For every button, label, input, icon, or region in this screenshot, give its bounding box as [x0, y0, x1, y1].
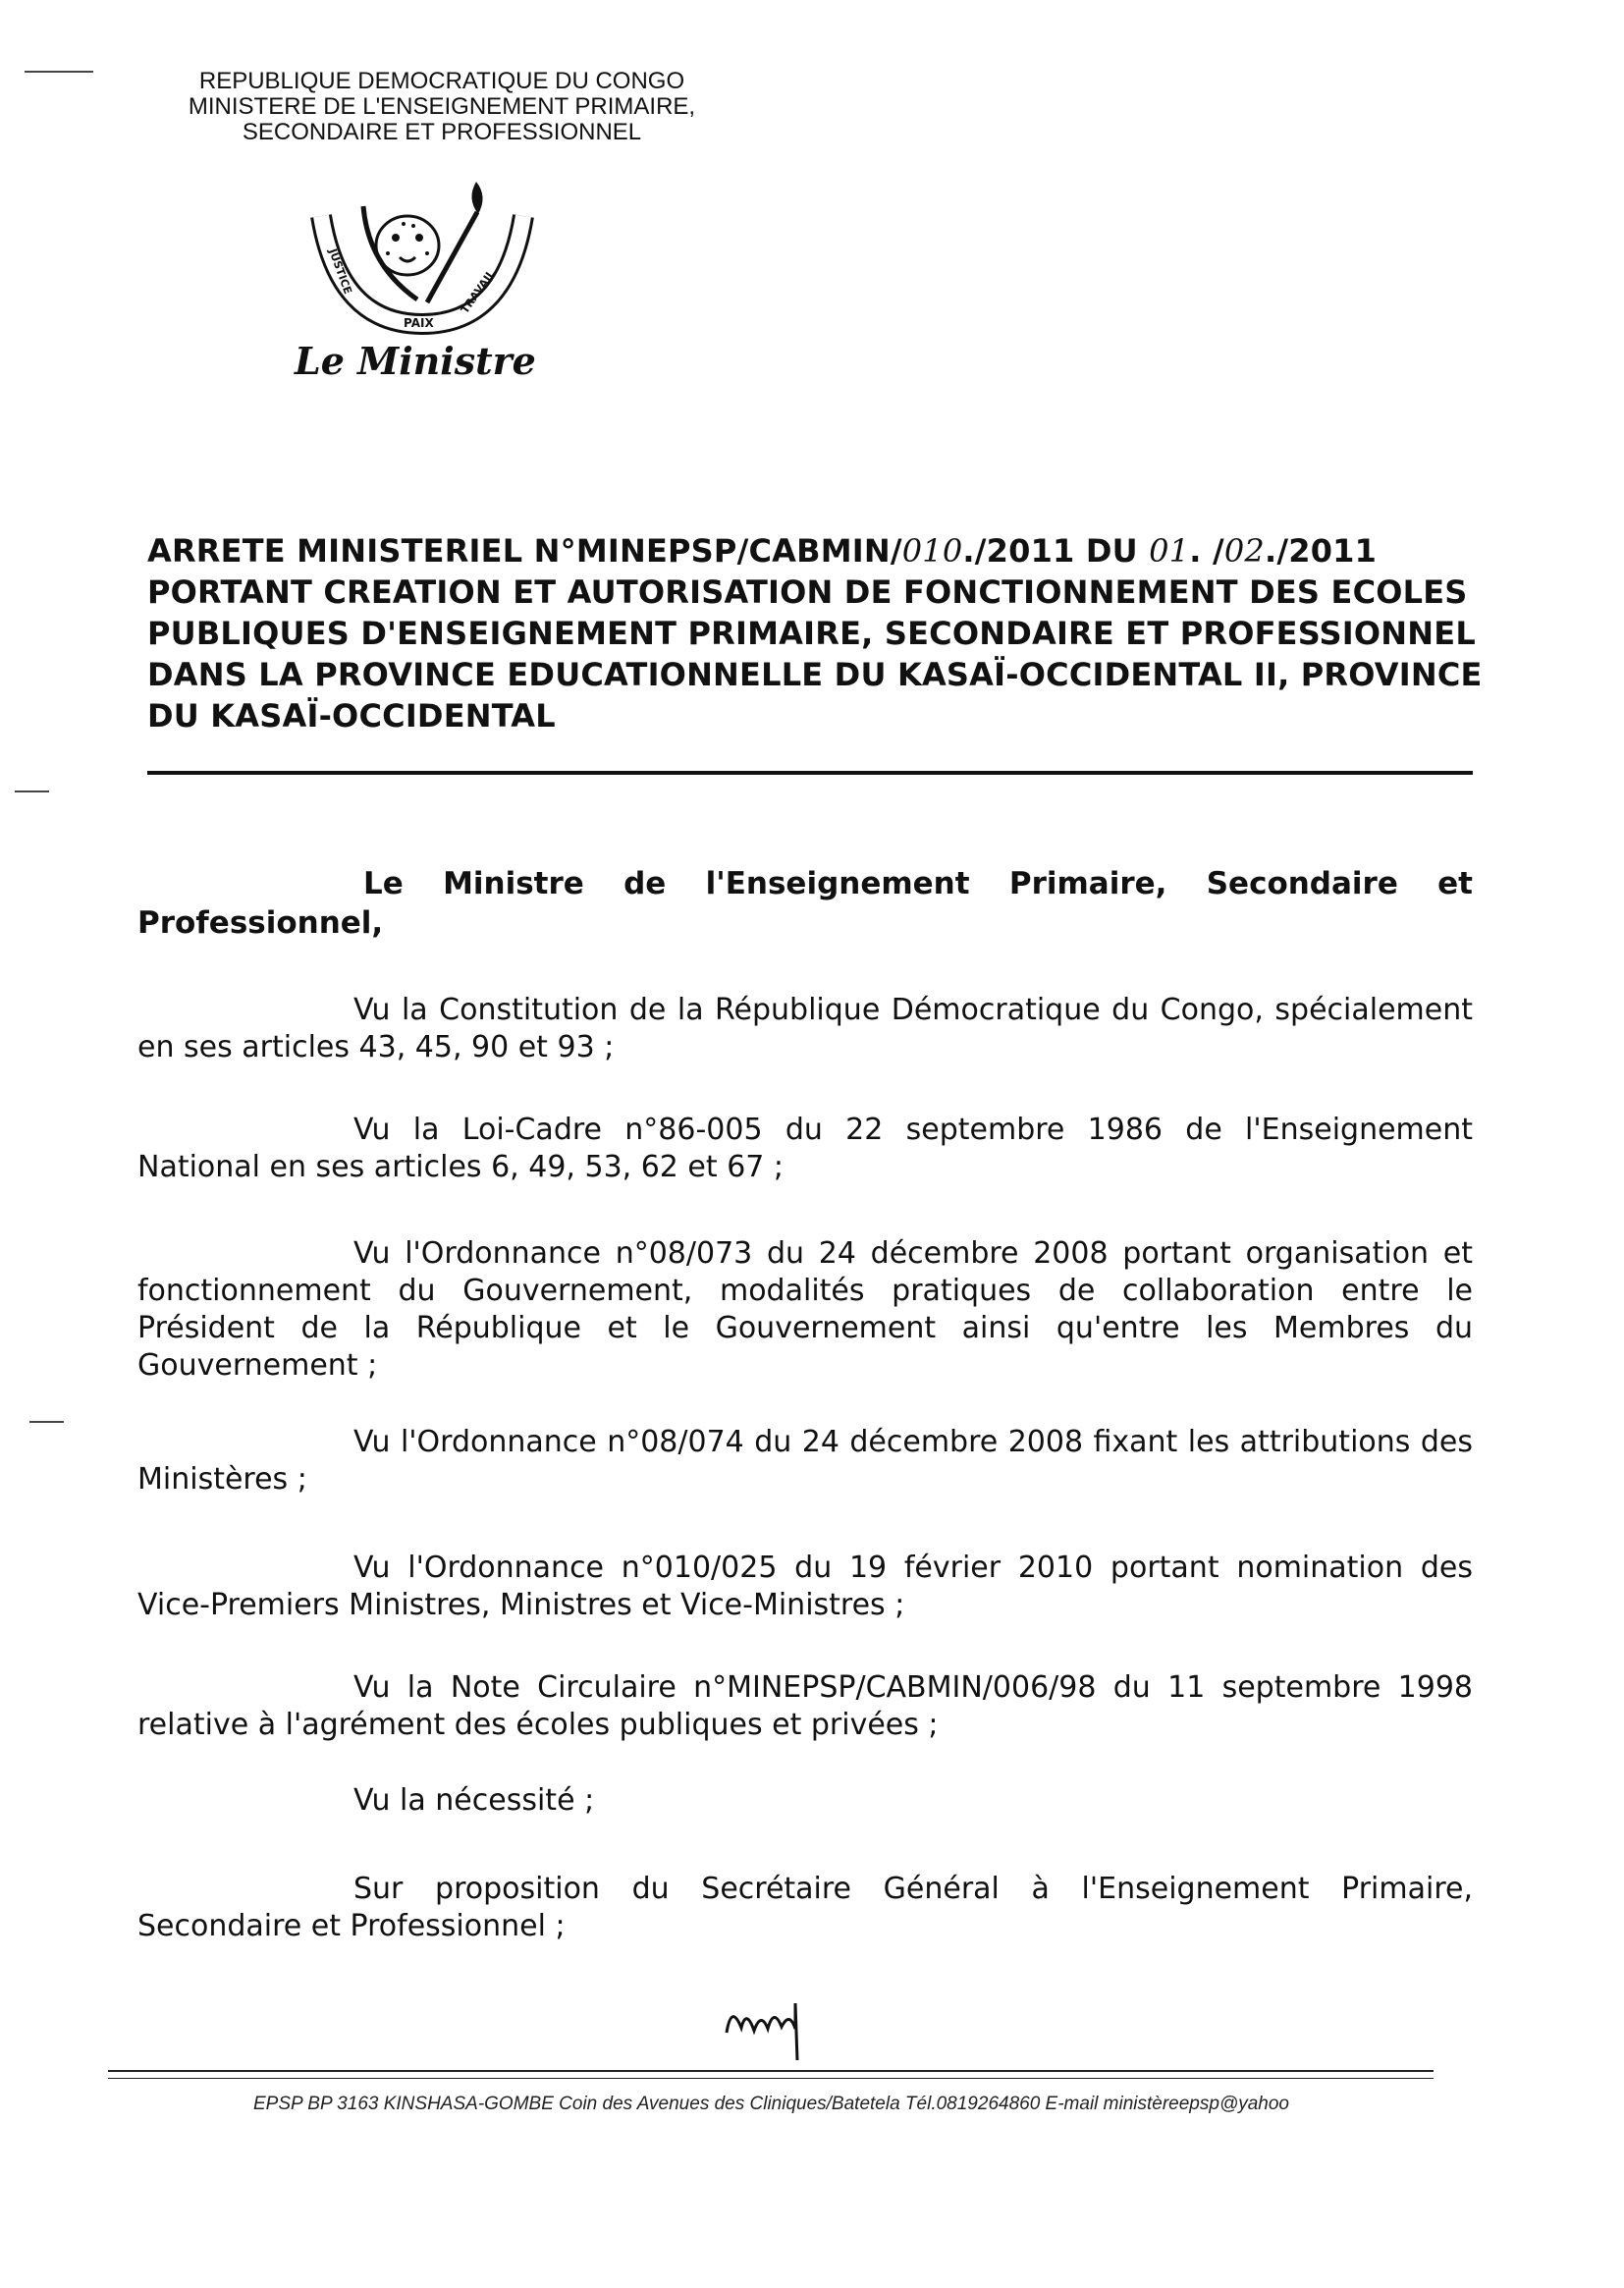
recital-text: Vu l'Ordonnance n°08/074 du 24 décembre 2008 fixant les attributions des Ministères ; [137, 1425, 1473, 1497]
decree-line-3: PUBLIQUES D'ENSEIGNEMENT PRIMAIRE, SECONDAIRE ET PROFESSIONNEL [147, 615, 1476, 652]
recital-constitution [137, 992, 1473, 1066]
decree-line-4: DANS LA PROVINCE EDUCATIONNELLE DU KASAÏ-OCCIDENTAL II, PROVINCE [147, 656, 1483, 693]
minister-title: Le Ministre [295, 339, 536, 383]
recital-text: Vu la Loi-Cadre n°86-005 du 22 septembre 1986 de l'Enseignement National en ses articles 6, 49, 53, 62 et 67 ; [137, 1113, 1473, 1184]
recital-proposition [137, 1871, 1473, 1945]
recital-loi-cadre [137, 1112, 1473, 1186]
footer-divider-thin [108, 2078, 1434, 2079]
recital-ordonnance-074 [137, 1424, 1473, 1498]
recital-note-circulaire [137, 1669, 1473, 1744]
margin-mark [29, 1421, 64, 1423]
recital-text: Vu la Constitution de la République Démocratique du Congo, spécialement en ses articles 43, 45, 90 et 93 ; [137, 993, 1473, 1064]
decree-number: 010 [901, 532, 963, 570]
recital-necessite [137, 1782, 1473, 1820]
recital-text: Vu la nécessité ; [353, 1783, 595, 1818]
decree-line-2: PORTANT CREATION ET AUTORISATION DE FONCTIONNEMENT DES ECOLES [147, 573, 1468, 611]
recital-text: Sur proposition du Secrétaire Général à l'Enseignement Primaire, Secondaire et Professionnel ; [137, 1872, 1473, 1943]
title-divider [147, 771, 1473, 775]
decree-title [147, 530, 1483, 736]
recital-text: Vu la Note Circulaire n°MINEPSP/CABMIN/006/98 du 11 septembre 1998 relative à l'agrément des écoles publiques et privées ; [137, 1670, 1473, 1742]
header-ministry: MINISTERE DE L'ENSEIGNEMENT PRIMAIRE, [188, 93, 696, 120]
recital-text: Vu l'Ordonnance n°010/025 du 19 février 2010 portant nomination des Vice-Premiers Ministres, Ministres et Vice-Ministres ; [137, 1551, 1473, 1622]
decree-year: ./2011 [1264, 532, 1378, 570]
footer-divider [108, 2070, 1434, 2072]
minister-intro [137, 864, 1473, 943]
decree-line-5: DU KASAÏ-OCCIDENTAL [147, 697, 556, 735]
recital-ordonnance-073 [137, 1235, 1473, 1385]
recital-ordonnance-025 [137, 1550, 1473, 1624]
decree-line-1 [147, 530, 1483, 572]
decree-ref-mid: ./2011 DU [962, 532, 1150, 570]
margin-mark [15, 790, 49, 792]
decree-ref-prefix: ARRETE MINISTERIEL N°MINEPSP/CABMIN/ [147, 532, 902, 570]
recital-text: Vu l'Ordonnance n°08/073 du 24 décembre 2008 portant organisation et fonctionnement du Gouvernement, modalités pratiques de collaboration entre le Président de la République et le Gouvernement ainsi qu'entre les Membres du Gouvernement ; [137, 1236, 1473, 1383]
decree-sep: . / [1189, 532, 1224, 570]
intro-text: Le Ministre de l'Enseignement Primaire, Secondaire et Professionnel, [137, 866, 1473, 941]
motto-left: JUSTICE [326, 246, 354, 297]
header-country: REPUBLIQUE DEMOCRATIQUE DU CONGO [198, 68, 685, 94]
coat-of-arms-emblem [309, 177, 535, 339]
motto-bottom: PAIX [404, 316, 434, 330]
margin-mark [25, 71, 93, 73]
decree-month: 02 [1223, 532, 1265, 570]
handwritten-initials [717, 1993, 825, 2062]
footer-address: EPSP BP 3163 KINSHASA-GOMBE Coin des Avenues des Cliniques/Batetela Tél.0819264860 E-mail ministèreepsp@yahoo [253, 2094, 1290, 2114]
motto-right: TRAVAIL [458, 267, 498, 316]
header-ministry-cont: SECONDAIRE ET PROFESSIONNEL [242, 119, 642, 145]
decree-day: 01 [1149, 532, 1190, 570]
ministry-header [147, 69, 736, 145]
